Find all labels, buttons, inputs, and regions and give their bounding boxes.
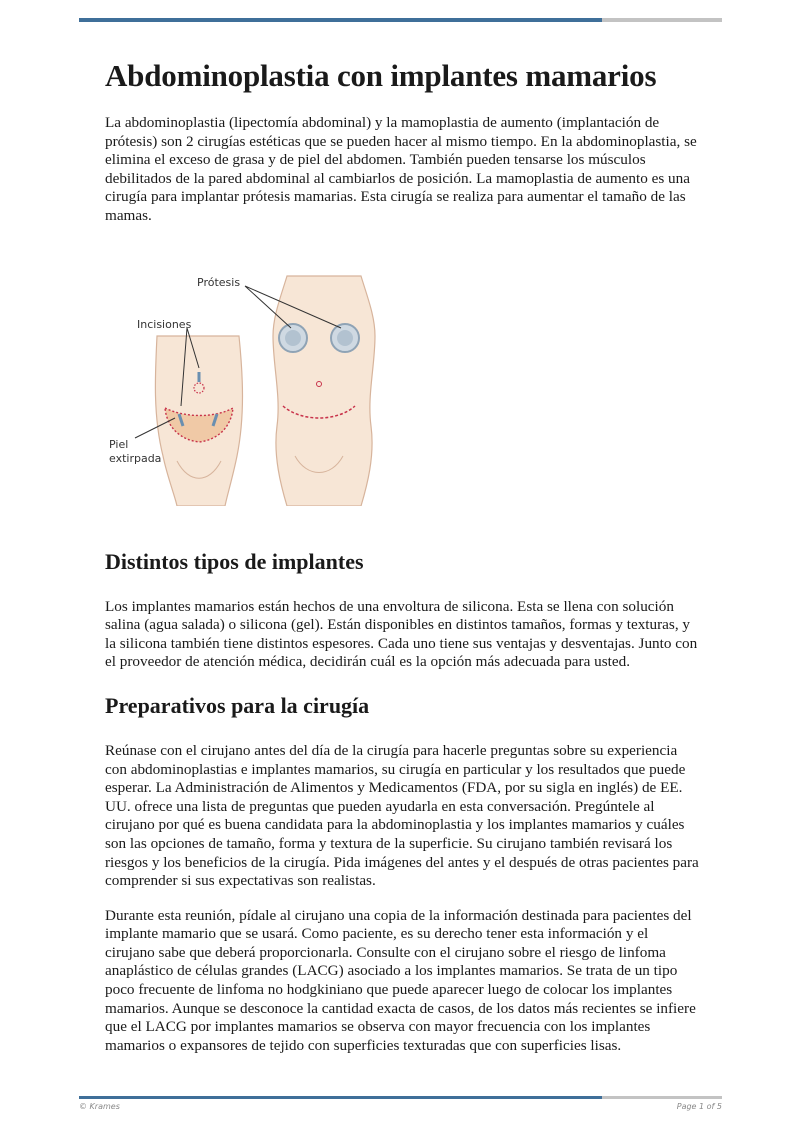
surgery-illustration [105, 256, 385, 506]
page-title: Abdominoplastia con implantes mamarios [105, 58, 657, 93]
footer-rule [79, 1096, 722, 1099]
label-protesis: Prótesis [197, 275, 241, 289]
torso-figure [273, 276, 375, 506]
label-extirpada: extirpada [109, 451, 162, 465]
intro-paragraph: La abdominoplastia (lipectomía abdominal) y la mamoplastia de aumento (implantación de prótesis) son 2 cirugías estéticas que se pueden hacer al mismo tiempo. En la abdominoplastia, se elimina el exceso de grasa y de piel del abdomen. También pueden tensarse los músculos debilitados de la pared abdominal al cambiarlos de posición. La mamoplastia de aumento es una cirugía para implantar prótesis mamarias. Esta cirugía se realiza para aumentar el tamaño de las mamas. [105, 114, 697, 224]
header-rule-accent [79, 18, 602, 22]
implant-types-paragraph: Los implantes mamarios están hechos de una envoltura de silicona. Esta se llena con solución salina (agua salada) o silicona (gel). Están disponibles en distintos tamaños, formas y texturas, y la silicona también tiene distintos espesores. Cada uno tiene sus ventajas y desventajas. Junto con el proveedor de atención médica, decidirán cuál es la opción más adecuada para usted. [105, 597, 698, 671]
illustration-svg [105, 256, 385, 506]
footer-rule-accent [79, 1096, 602, 1099]
document-body [105, 56, 700, 1055]
footer-rule-grey [602, 1096, 722, 1099]
label-piel: Piel [109, 437, 129, 451]
footer-page-number: Page 1 of 5 [676, 1102, 722, 1111]
section-heading-preparation: Preparativos para la cirugía [105, 692, 370, 718]
label-incisiones: Incisiones [137, 317, 192, 331]
header-rule [79, 18, 722, 22]
header-rule-grey [602, 18, 722, 22]
footer-copyright: © Krames [79, 1102, 120, 1111]
preparation-paragraph-2: Durante esta reunión, pídale al cirujano una copia de la información destinada para pacientes del implante mamario que se usará. Como paciente, es su derecho tener esta información y el cirujano sabe que deberá proporcionarla. Consulte con el cirujano sobre el riesgo de linfoma anaplástico de células grandes (LACG) asociado a los implantes mamarios. Se trata de un tipo poco frecuente de linfoma no hodgkiniano que puede aparecer luego de colocar los implantes mamarios. Aunque se desconoce la cantidad exacta de casos, de los datos más recientes se infiere que el LACG por implantes mamarios se observa con mayor frecuencia con los implantes mamarios o expansores de tejido con superficies texturadas que con superficies lisas. [105, 906, 696, 1054]
section-heading-implant-types: Distintos tipos de implantes [105, 548, 364, 574]
preparation-paragraph-1: Reúnase con el cirujano antes del día de la cirugía para hacerle preguntas sobre su experiencia con abdominoplastias e implantes mamarios, su cirugía en particular y los resultados que puede esperar. La Administración de Alimentos y Medicamentos (FDA, por su sigla en inglés) de EE. UU. ofrece una lista de preguntas que pueden ayudarla en esta conversación. Pregúntele al cirujano por qué es buena candidata para la abdominoplastia y los implantes mamarios y cuáles son las opciones de tamaño, forma y textura de la superficie. Su cirujano también revisará los riesgos y los beneficios de la cirugía. Pida imágenes del antes y el después de otras pacientes para comprender si sus expectativas son realistas. [105, 741, 699, 890]
